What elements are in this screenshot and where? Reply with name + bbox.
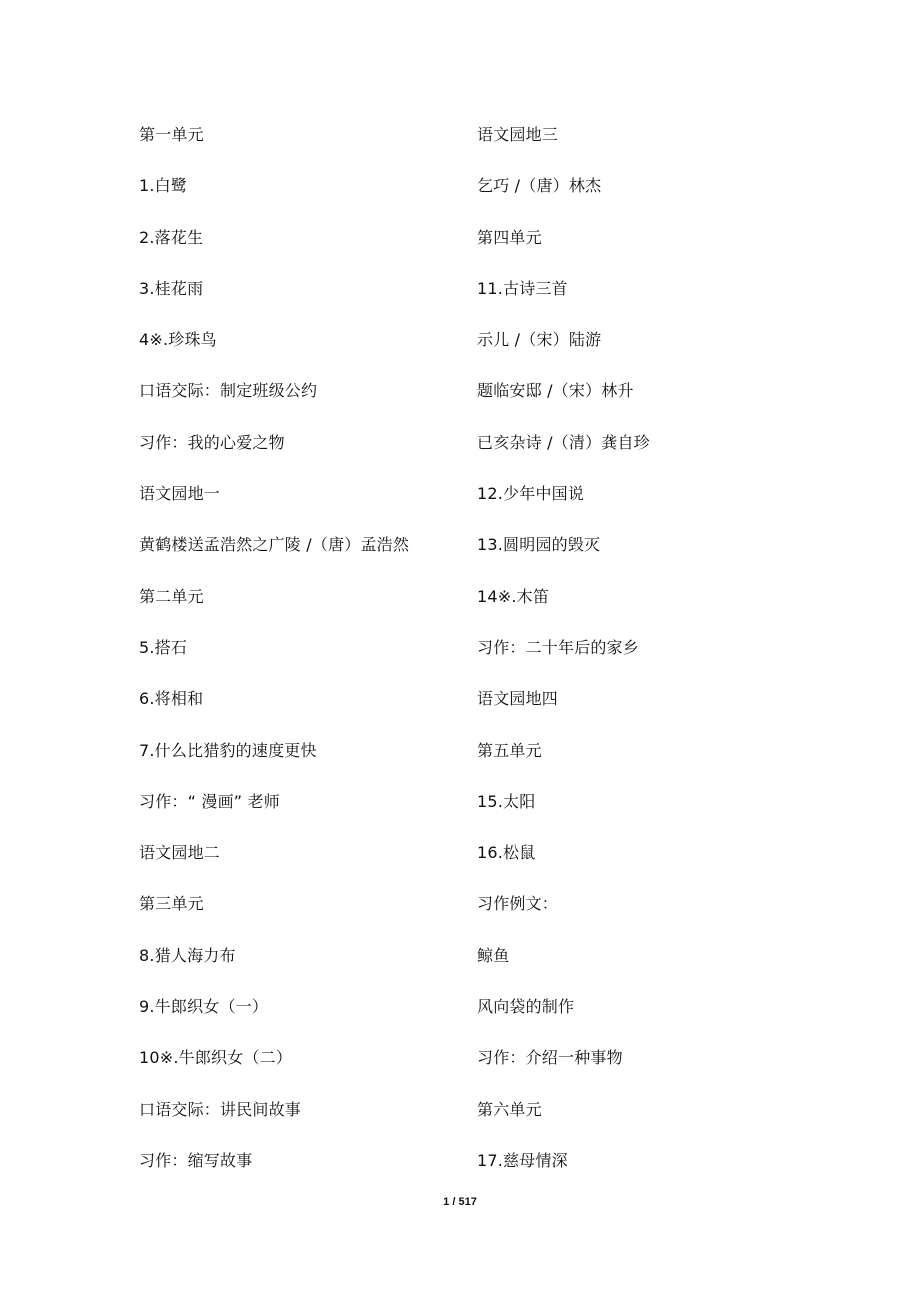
toc-entry: 第二单元 [139,586,204,606]
toc-entry: 7.什么比猎豹的速度更快 [139,740,317,760]
toc-entry: 10※.牛郎织女（二） [139,1048,293,1068]
toc-entry: 口语交际：制定班级公约 [139,381,318,401]
toc-entry: 4※.珍珠鸟 [139,330,217,350]
toc-entry: 语文园地四 [477,689,559,709]
toc-entry: 第六单元 [477,1099,542,1119]
toc-entry: 语文园地二 [139,843,221,863]
toc-entry: 习作：介绍一种事物 [477,1048,623,1068]
toc-left-column [139,124,459,1201]
toc-entry: 习作：我的心爱之物 [139,432,285,452]
toc-entry: 13.圆明园的毁灭 [477,535,601,555]
toc-entry: 语文园地三 [477,125,559,144]
toc-entry: 第一单元 [139,125,204,144]
toc-entry: 17.慈母情深 [477,1150,568,1170]
toc-entry: 11.古诗三首 [477,278,568,298]
toc-entry: 第三单元 [139,894,204,914]
page-indicator: 1 / 517 [443,1196,477,1208]
toc-entry: 习作：“ 漫画” 老师 [139,791,280,811]
toc-entry: 14※.木笛 [477,586,550,606]
toc-entry: 第五单元 [477,740,542,760]
toc-entry: 风向袋的制作 [477,997,575,1017]
toc-entry: 6.将相和 [139,689,204,709]
toc-entry: 9.牛郎织女（一） [139,997,269,1017]
toc-entry: 乞巧 /（唐）林杰 [477,176,602,196]
toc-entry: 3.桂花雨 [139,278,204,298]
toc-entry: 已亥杂诗 /（清）龚自珍 [477,432,650,452]
toc-entry: 15.太阳 [477,791,536,811]
toc-entry: 16.松鼠 [477,843,536,863]
toc-right-column [477,124,797,1201]
toc-entry: 习作例文： [477,894,559,914]
toc-entry: 口语交际：讲民间故事 [139,1099,302,1119]
toc-entry: 题临安邸 /（宋）林升 [477,381,634,401]
toc-entry: 第四单元 [477,227,542,247]
toc-entry: 示儿 /（宋）陆游 [477,330,602,350]
toc-entry: 12.少年中国说 [477,484,585,504]
toc-entry: 黄鹤楼送孟浩然之广陵 /（唐）孟浩然 [139,535,410,555]
toc-entry: 习作：缩写故事 [139,1150,253,1170]
toc-entry: 鲸鱼 [477,945,510,965]
toc-entry: 2.落花生 [139,227,204,247]
toc-entry: 1.白鹭 [139,176,188,196]
toc-entry: 8.猎人海力布 [139,945,236,965]
toc-entry: 习作：二十年后的家乡 [477,637,640,657]
toc-entry: 语文园地一 [139,484,221,504]
toc-entry: 5.搭石 [139,637,188,657]
